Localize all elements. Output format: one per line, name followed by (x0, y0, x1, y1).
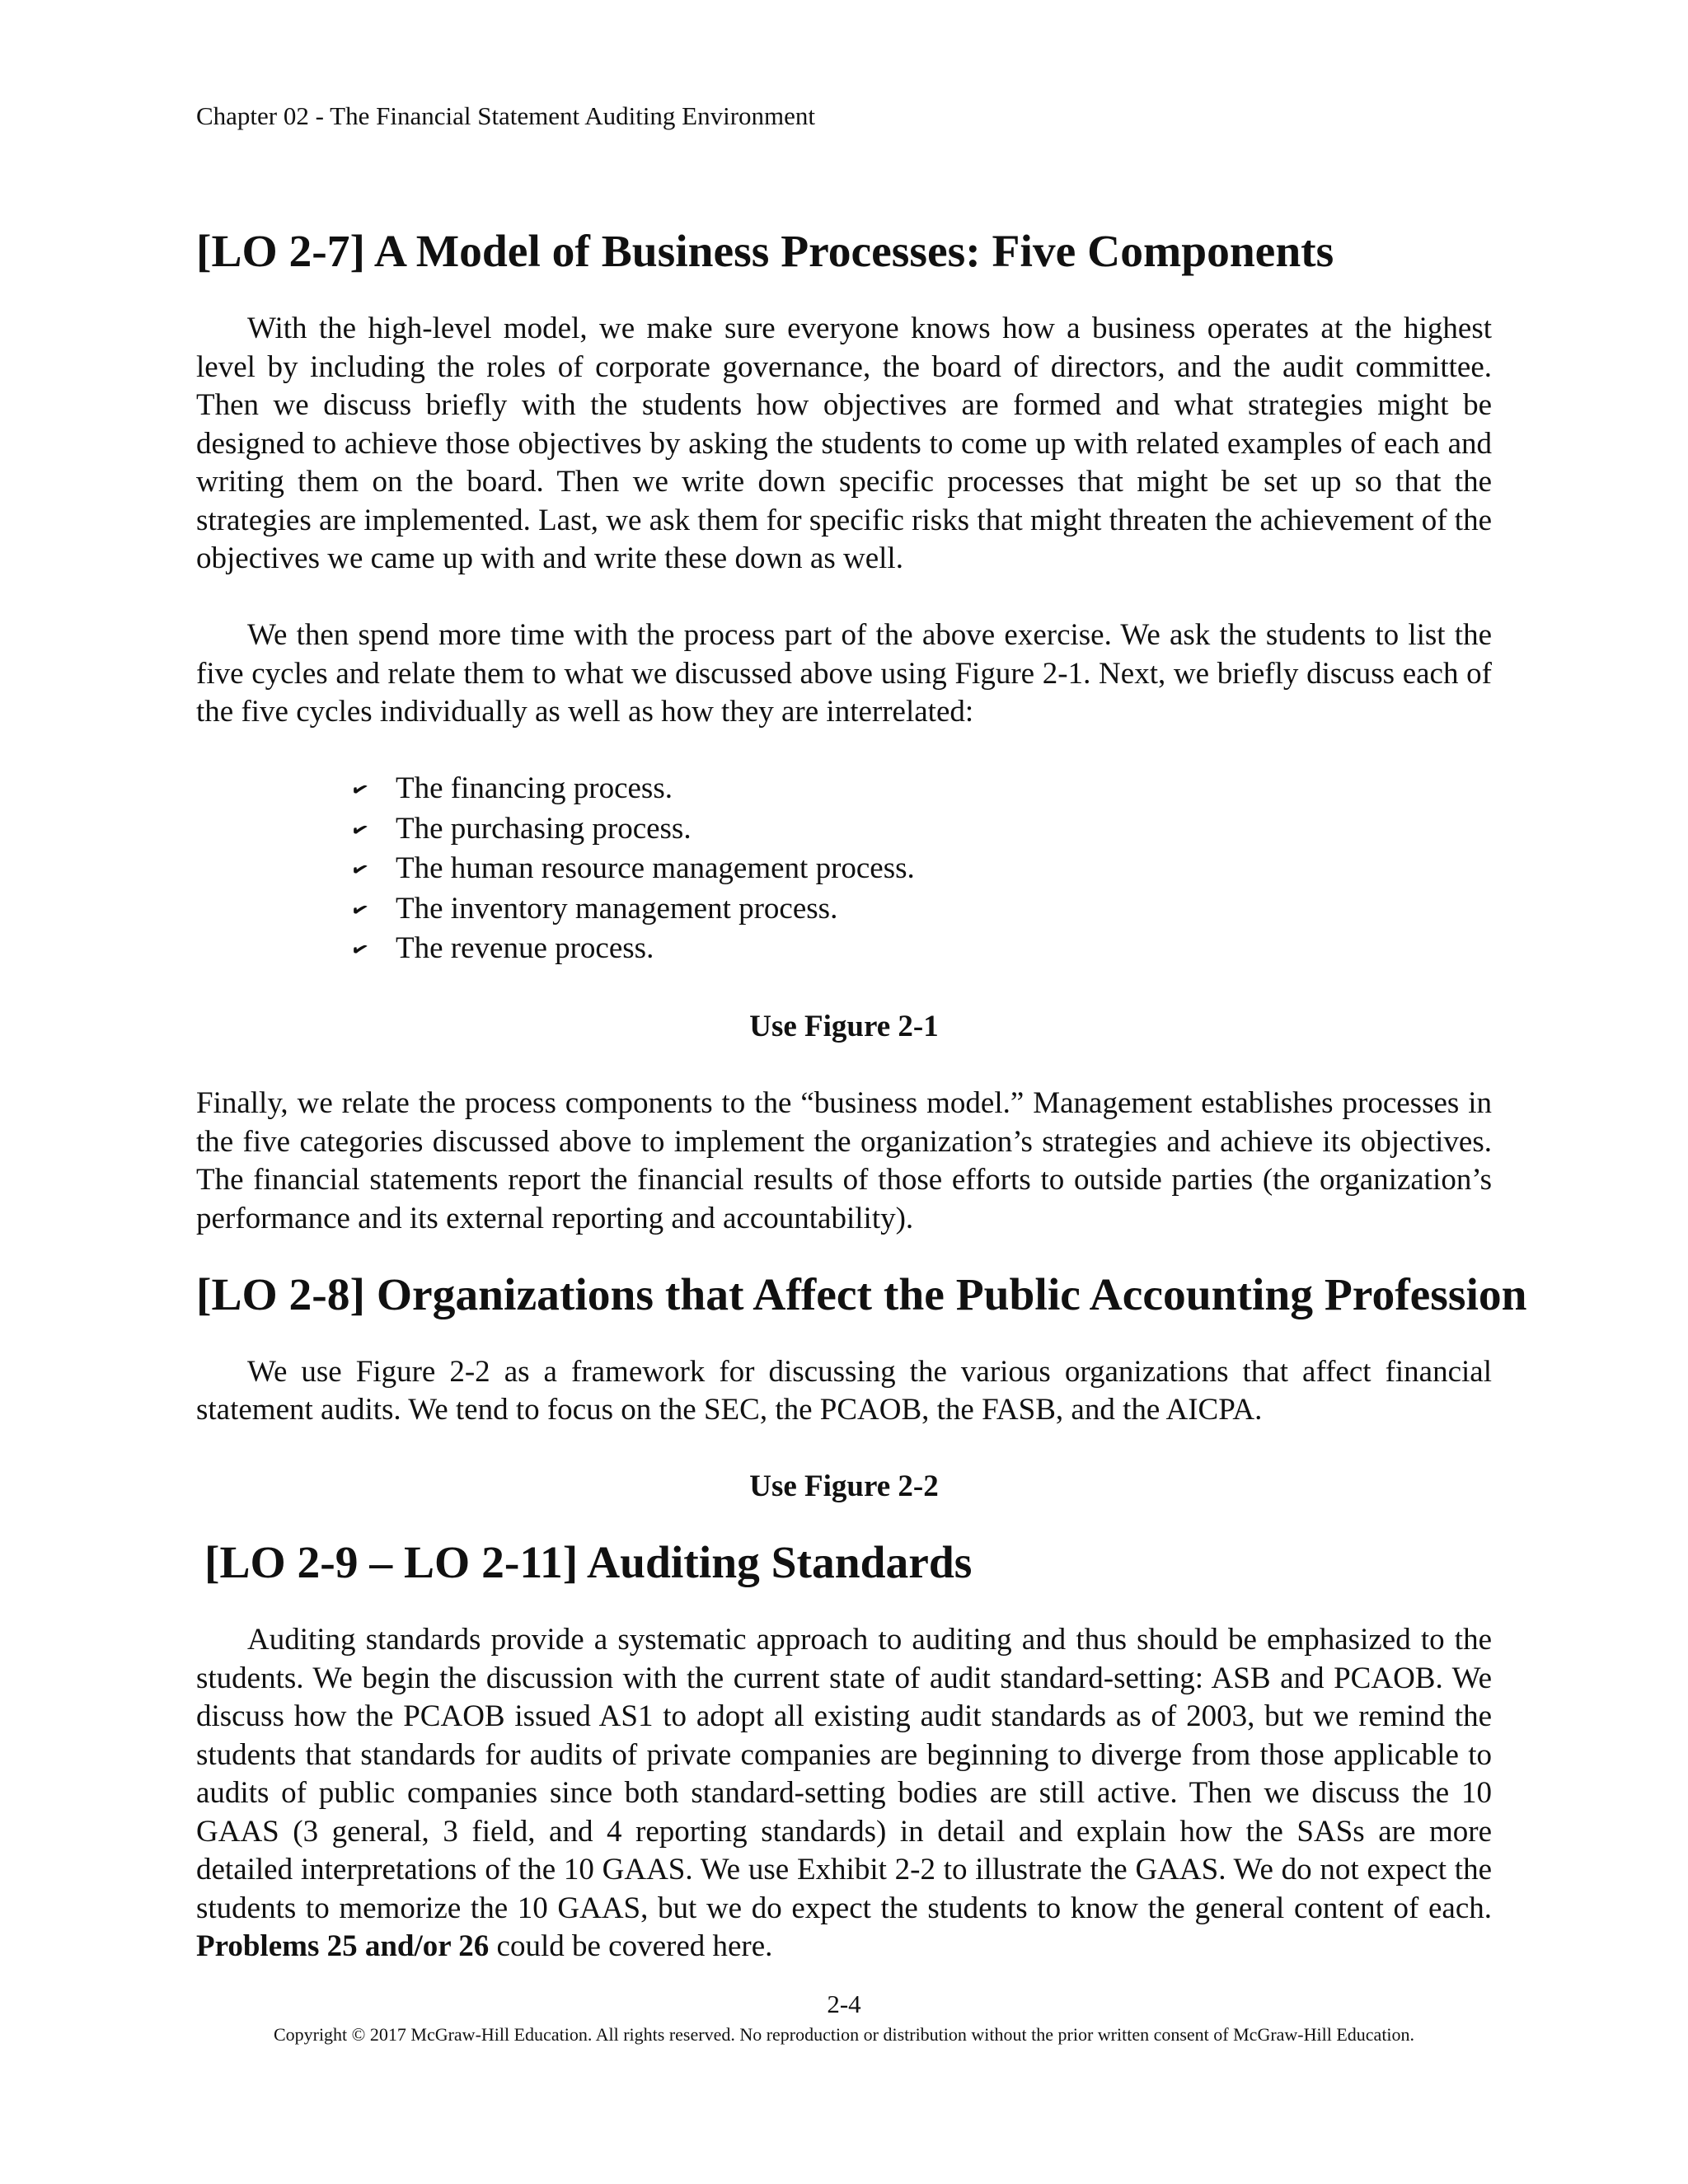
list-item-text: The revenue process. (396, 931, 654, 965)
checkmark-bullet-icon: ✔ (348, 898, 371, 923)
page-content (196, 227, 1527, 2004)
figure-reference-2-1: Use Figure 2-1 (749, 1010, 939, 1043)
list-item-text: The human resource management process. (396, 851, 915, 885)
lo-2-7-paragraph-2: We then spend more time with the process part of the above exercise. We ask the students to list the five cycles and relate them to what we discussed above using Figure 2-1. Next, we briefly discuss each of the five cycles individually as well as how they are interrelated: (196, 618, 1492, 729)
problems-reference: Problems 25 and/or 26 (196, 1929, 490, 1963)
list-item-text: The inventory management process. (396, 891, 838, 926)
checkmark-bullet-icon: ✔ (348, 937, 371, 963)
list-item (196, 850, 1492, 890)
running-header: Chapter 02 - The Financial Statement Auditing Environment (196, 101, 816, 130)
list-item-text: The purchasing process. (396, 811, 692, 846)
five-cycles-list (196, 770, 1492, 970)
list-item (196, 890, 1492, 930)
section-heading-lo-2-7: [LO 2-7] A Model of Business Processes: Five Components (196, 227, 1334, 277)
list-item-text: The financing process. (396, 771, 673, 805)
lo-2-9-paragraph-1 (196, 1621, 1492, 1966)
lo-2-7-paragraph-1: With the high-level model, we make sure everyone knows how a business operates at the highest level by including the roles of corporate governance, the board of directors, and the audit committee. Then we discuss briefly with the students how objectives are formed and what strategies might be designed to achieve those objectives by asking the students to come up with related examples of each and writing them on the board. Then we write down specific processes that might be set up so that the strategies are implemented. Last, we ask them for specific risks that might threaten the achievement of the objectives we came up with and write these down as well. (196, 312, 1492, 575)
section-heading-lo-2-9-2-11: [LO 2-9 – LO 2-11] Auditing Standards (204, 1538, 973, 1588)
figure-reference-2-2: Use Figure 2-2 (749, 1469, 939, 1503)
lo-2-7-paragraph-3: Finally, we relate the process components to the “business model.” Management establishes processes in the five categories discussed above to implement the organization’s strategies and achieve its objectives. The financial statements report the financial results of those efforts to outside parties (the organization’s performance and its external reporting and accountability). (196, 1086, 1492, 1235)
checkmark-bullet-icon: ✔ (348, 818, 371, 843)
page-number: 2-4 (827, 1990, 861, 2018)
lo-2-8-paragraph-1: We use Figure 2-2 as a framework for discussing the various organizations that affect financial statement audits. We tend to focus on the SEC, the PCAOB, the FASB, and the AICPA. (196, 1354, 1492, 1427)
paragraph-text: Auditing standards provide a systematic approach to auditing and thus should be emphasized to the students. We begin the discussion with the current state of audit standard-setting: ASB and PCAOB. We discuss how the PCAOB issued AS1 to adopt all existing audit standards as of 2003, but we remind the students that standards for audits of private companies are beginning to diverge from those applicable to audits of public companies since both standard-setting bodies are still active. Then we discuss the 10 GAAS (3 general, 3 field, and 4 reporting standards) in detail and explain how the SASs are more detailed interpretations of the 10 GAAS. We use Exhibit 2-2 to illustrate the GAAS. We do not expect the students to memorize the 10 GAAS, but we do expect the students to know the general content of each. (196, 1623, 1492, 1925)
copyright-notice: Copyright © 2017 McGraw-Hill Education. All rights reserved. No reproduction or distribution without the prior written consent of McGraw-Hill Education. (273, 2024, 1415, 2045)
paragraph-tail: could be covered here. (489, 1929, 773, 1963)
checkmark-bullet-icon: ✔ (348, 777, 371, 804)
list-item (196, 930, 1492, 970)
list-item (196, 810, 1492, 851)
checkmark-bullet-icon: ✔ (348, 857, 371, 883)
list-item (196, 770, 1492, 810)
section-heading-lo-2-8: [LO 2-8] Organizations that Affect the Public Accounting Profession (196, 1269, 1527, 1320)
